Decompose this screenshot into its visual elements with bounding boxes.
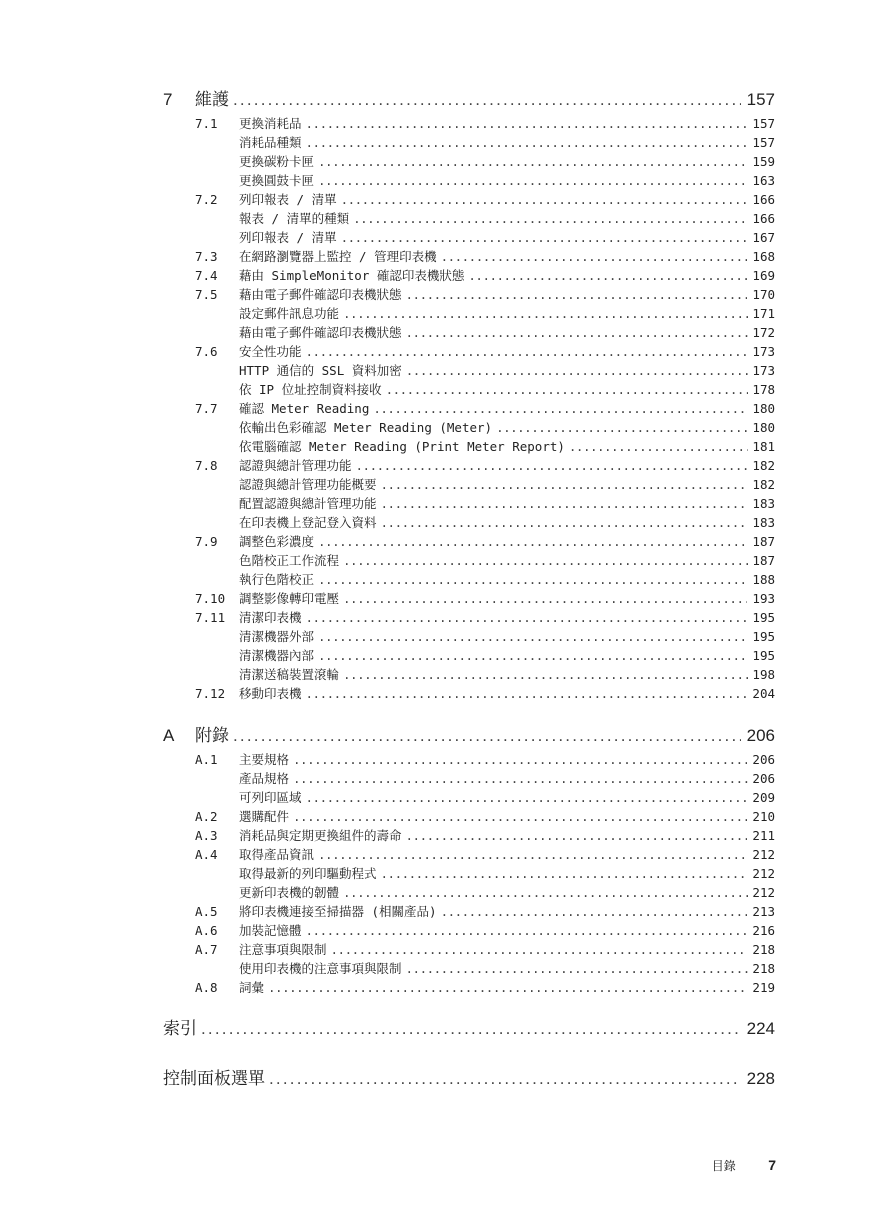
toc-subsection[interactable] — [163, 570, 775, 589]
section-title: 注意事項與限制 — [239, 942, 327, 957]
section-page: 219 — [752, 980, 775, 995]
toc-subsection[interactable] — [163, 228, 775, 247]
toc-section[interactable] — [163, 807, 775, 826]
section-number: 7.7 — [195, 401, 218, 416]
section-title: 消耗品種類 — [239, 135, 302, 150]
section-title: 認證與總計管理功能概要 — [239, 477, 377, 492]
toc-section[interactable] — [163, 921, 775, 940]
dot-leader — [306, 114, 747, 133]
dot-leader — [318, 845, 747, 864]
section-title: 清潔送稿裝置滾輪 — [239, 667, 340, 682]
dot-leader — [233, 722, 741, 750]
toc-section[interactable] — [163, 114, 775, 133]
section-number: A.6 — [195, 923, 218, 938]
dot-leader — [306, 684, 747, 703]
section-number: 7.11 — [195, 610, 226, 625]
dot-leader — [373, 399, 747, 418]
section-title: 認證與總計管理功能 — [239, 458, 352, 473]
section-title: 更換碳粉卡匣 — [239, 154, 315, 169]
dot-leader — [441, 902, 747, 921]
chapter-7-section-list — [163, 114, 775, 703]
section-title: 執行色階校正 — [239, 572, 315, 587]
dot-leader — [318, 646, 748, 665]
toc-section[interactable] — [163, 940, 775, 959]
dot-leader — [293, 807, 747, 826]
toc-subsection[interactable] — [163, 769, 775, 788]
section-number: 7.4 — [195, 268, 218, 283]
section-title: 更換消耗品 — [239, 116, 302, 131]
section-page: 213 — [752, 904, 775, 919]
section-title: 配置認證與總計管理功能 — [239, 496, 377, 511]
section-number: 7.6 — [195, 344, 218, 359]
chapter-title: 控制面板選單 — [163, 1069, 265, 1088]
section-page: 206 — [752, 752, 775, 767]
section-page: 187 — [752, 534, 775, 549]
section-page: 204 — [752, 686, 775, 701]
section-title: 列印報表 / 清單 — [239, 230, 337, 245]
section-title: 消耗品與定期更換組件的壽命 — [239, 828, 402, 843]
chapter-number: 7 — [163, 90, 173, 109]
dot-leader — [343, 589, 747, 608]
section-number: A.7 — [195, 942, 218, 957]
dot-leader — [406, 285, 747, 304]
section-page: 195 — [752, 610, 775, 625]
toc-section[interactable] — [163, 456, 775, 475]
section-title: 主要規格 — [239, 752, 290, 767]
dot-leader — [293, 769, 748, 788]
toc-subsection[interactable] — [163, 171, 775, 190]
section-page: 218 — [752, 961, 775, 976]
page-number: 7 — [768, 1157, 776, 1173]
section-title: 藉由 SimpleMonitor 確認印表機狀態 — [239, 268, 465, 283]
dot-leader — [269, 1065, 741, 1093]
toc-subsection[interactable] — [163, 551, 775, 570]
section-title: 調整色彩濃度 — [239, 534, 315, 549]
dot-leader — [331, 940, 747, 959]
dot-leader — [381, 475, 749, 494]
table-of-contents — [163, 86, 775, 1093]
toc-subsection[interactable] — [163, 418, 775, 437]
toc-index[interactable] — [163, 1015, 775, 1043]
dot-leader — [341, 190, 747, 209]
section-title: 藉由電子郵件確認印表機狀態 — [239, 325, 402, 340]
dot-leader — [343, 665, 748, 684]
chapter-title: 維護 — [195, 90, 229, 109]
toc-section[interactable] — [163, 589, 775, 608]
spacer — [163, 1043, 775, 1065]
toc-subsection[interactable] — [163, 864, 775, 883]
chapter-title: 索引 — [163, 1019, 197, 1038]
section-title: 在網路瀏覽器上監控 / 管理印表機 — [239, 249, 437, 264]
dot-leader — [569, 437, 749, 456]
page-footer — [712, 1157, 776, 1175]
toc-subsection[interactable] — [163, 883, 775, 902]
toc-section[interactable] — [163, 285, 775, 304]
section-number: A.1 — [195, 752, 218, 767]
section-number: 7.2 — [195, 192, 218, 207]
section-title: 可列印區域 — [239, 790, 302, 805]
chapter-page: 157 — [746, 90, 775, 109]
toc-subsection[interactable] — [163, 788, 775, 807]
section-number: 7.8 — [195, 458, 218, 473]
section-title: 移動印表機 — [239, 686, 302, 701]
chapter-page: 228 — [746, 1069, 775, 1088]
footer-label: 目錄 — [711, 1159, 736, 1173]
dot-leader — [406, 826, 747, 845]
section-number: 7.12 — [195, 686, 226, 701]
section-page: 198 — [752, 667, 775, 682]
section-title: 確認 Meter Reading — [239, 401, 370, 416]
section-title: 產品規格 — [239, 771, 290, 786]
section-page: 188 — [752, 572, 775, 587]
section-title: 取得產品資訊 — [239, 847, 315, 862]
dot-leader — [468, 266, 747, 285]
section-page: 211 — [752, 828, 775, 843]
section-title: 加裝記憶體 — [239, 923, 302, 938]
dot-leader — [381, 864, 749, 883]
toc-section[interactable] — [163, 399, 775, 418]
section-page: 193 — [752, 591, 775, 606]
toc-section[interactable] — [163, 978, 775, 997]
chapter-title: 附錄 — [195, 726, 229, 745]
section-page: 157 — [752, 116, 775, 131]
section-number: A.4 — [195, 847, 218, 862]
dot-leader — [306, 608, 747, 627]
section-title: 更新印表機的韌體 — [239, 885, 340, 900]
dot-leader — [356, 456, 747, 475]
section-page: 157 — [752, 135, 775, 150]
spacer — [163, 703, 775, 722]
toc-section[interactable] — [163, 247, 775, 266]
toc-subsection[interactable] — [163, 304, 775, 323]
dot-leader — [233, 86, 741, 114]
dot-leader — [343, 883, 748, 902]
section-page: 195 — [752, 629, 775, 644]
section-title: 使用印表機的注意事項與限制 — [239, 961, 402, 976]
section-page: 166 — [752, 211, 775, 226]
dot-leader — [306, 788, 749, 807]
section-title: 依電腦確認 Meter Reading (Print Meter Report) — [239, 439, 565, 454]
toc-section[interactable] — [163, 190, 775, 209]
dot-leader — [341, 228, 749, 247]
section-page: 187 — [752, 553, 775, 568]
section-title: 安全性功能 — [239, 344, 302, 359]
chapter-page: 224 — [746, 1019, 775, 1038]
dot-leader — [201, 1015, 741, 1043]
section-page: 172 — [752, 325, 775, 340]
section-title: 將印表機連接至掃描器 (相關產品) — [239, 904, 437, 919]
dot-leader — [293, 750, 747, 769]
section-number: 7.3 — [195, 249, 218, 264]
dot-leader — [343, 304, 748, 323]
dot-leader — [406, 959, 749, 978]
dot-leader — [381, 513, 749, 532]
dot-leader — [343, 551, 748, 570]
appendix-a-section-list — [163, 750, 775, 997]
section-number: 7.10 — [195, 591, 226, 606]
section-title: 色階校正工作流程 — [239, 553, 340, 568]
section-page: 167 — [752, 230, 775, 245]
section-page: 216 — [752, 923, 775, 938]
section-page: 173 — [752, 363, 775, 378]
toc-section[interactable] — [163, 845, 775, 864]
toc-subsection[interactable] — [163, 475, 775, 494]
section-number: 7.5 — [195, 287, 218, 302]
section-title: 藉由電子郵件確認印表機狀態 — [239, 287, 402, 302]
section-title: 清潔機器外部 — [239, 629, 315, 644]
section-title: 列印報表 / 清單 — [239, 192, 337, 207]
toc-section[interactable] — [163, 750, 775, 769]
section-title: 取得最新的列印驅動程式 — [239, 866, 377, 881]
dot-leader — [318, 171, 748, 190]
section-title: 詞彙 — [239, 980, 265, 995]
toc-section[interactable] — [163, 608, 775, 627]
dot-leader — [386, 380, 749, 399]
section-page: 180 — [752, 420, 775, 435]
dot-leader — [441, 247, 747, 266]
dot-leader — [318, 570, 748, 589]
toc-subsection[interactable] — [163, 323, 775, 342]
toc-subsection[interactable] — [163, 665, 775, 684]
section-number: 7.9 — [195, 534, 218, 549]
toc-section[interactable] — [163, 902, 775, 921]
dot-leader — [496, 418, 748, 437]
section-page: 182 — [752, 477, 775, 492]
toc-section[interactable] — [163, 684, 775, 703]
section-page: 210 — [752, 809, 775, 824]
section-page: 159 — [752, 154, 775, 169]
dot-leader — [306, 342, 747, 361]
toc-section[interactable] — [163, 342, 775, 361]
dot-leader — [268, 978, 747, 997]
toc-control-panel-menu[interactable] — [163, 1065, 775, 1093]
toc-appendix-a[interactable] — [163, 722, 775, 750]
section-number: A.8 — [195, 980, 218, 995]
section-page: 183 — [752, 496, 775, 511]
section-page: 180 — [752, 401, 775, 416]
section-number: 7.1 — [195, 116, 218, 131]
section-page: 181 — [752, 439, 775, 454]
section-page: 173 — [752, 344, 775, 359]
section-page: 195 — [752, 648, 775, 663]
section-page: 212 — [752, 885, 775, 900]
toc-subsection[interactable] — [163, 380, 775, 399]
toc-subsection[interactable] — [163, 494, 775, 513]
section-page: 178 — [752, 382, 775, 397]
dot-leader — [318, 532, 747, 551]
section-number: A.3 — [195, 828, 218, 843]
section-page: 212 — [752, 847, 775, 862]
dot-leader — [381, 494, 749, 513]
toc-subsection[interactable] — [163, 152, 775, 171]
section-page: 166 — [752, 192, 775, 207]
toc-subsection[interactable] — [163, 133, 775, 152]
section-page: 183 — [752, 515, 775, 530]
toc-subsection[interactable] — [163, 959, 775, 978]
dot-leader — [406, 361, 749, 380]
section-title: 在印表機上登記登入資料 — [239, 515, 377, 530]
toc-subsection[interactable] — [163, 513, 775, 532]
section-page: 182 — [752, 458, 775, 473]
toc-subsection[interactable] — [163, 627, 775, 646]
chapter-page: 206 — [746, 726, 775, 745]
toc-subsection[interactable] — [163, 361, 775, 380]
section-title: 依 IP 位址控制資料接收 — [239, 382, 382, 397]
spacer — [163, 997, 775, 1015]
section-number: A.5 — [195, 904, 218, 919]
dot-leader — [306, 921, 747, 940]
section-title: 設定郵件訊息功能 — [239, 306, 340, 321]
dot-leader — [318, 152, 748, 171]
section-title: 清潔印表機 — [239, 610, 302, 625]
dot-leader — [406, 323, 749, 342]
section-page: 170 — [752, 287, 775, 302]
toc-subsection[interactable] — [163, 209, 775, 228]
toc-subsection[interactable] — [163, 646, 775, 665]
toc-chapter-7[interactable] — [163, 86, 775, 114]
section-page: 209 — [752, 790, 775, 805]
section-title: 調整影像轉印電壓 — [239, 591, 340, 606]
toc-section[interactable] — [163, 266, 775, 285]
section-title: 依輸出色彩確認 Meter Reading (Meter) — [239, 420, 493, 435]
section-number: A.2 — [195, 809, 218, 824]
section-title: HTTP 通信的 SSL 資料加密 — [239, 363, 402, 378]
toc-subsection[interactable] — [163, 437, 775, 456]
section-page: 163 — [752, 173, 775, 188]
chapter-number: A — [163, 726, 175, 745]
section-page: 171 — [752, 306, 775, 321]
dot-leader — [318, 627, 748, 646]
dot-leader — [353, 209, 748, 228]
section-title: 清潔機器內部 — [239, 648, 315, 663]
section-page: 212 — [752, 866, 775, 881]
section-title: 報表 / 清單的種類 — [239, 211, 350, 226]
toc-section[interactable] — [163, 532, 775, 551]
dot-leader — [306, 133, 749, 152]
toc-section[interactable] — [163, 826, 775, 845]
section-page: 168 — [752, 249, 775, 264]
section-page: 218 — [752, 942, 775, 957]
section-title: 更換圓鼓卡匣 — [239, 173, 315, 188]
section-page: 206 — [752, 771, 775, 786]
section-page: 169 — [752, 268, 775, 283]
section-title: 選購配件 — [239, 809, 290, 824]
